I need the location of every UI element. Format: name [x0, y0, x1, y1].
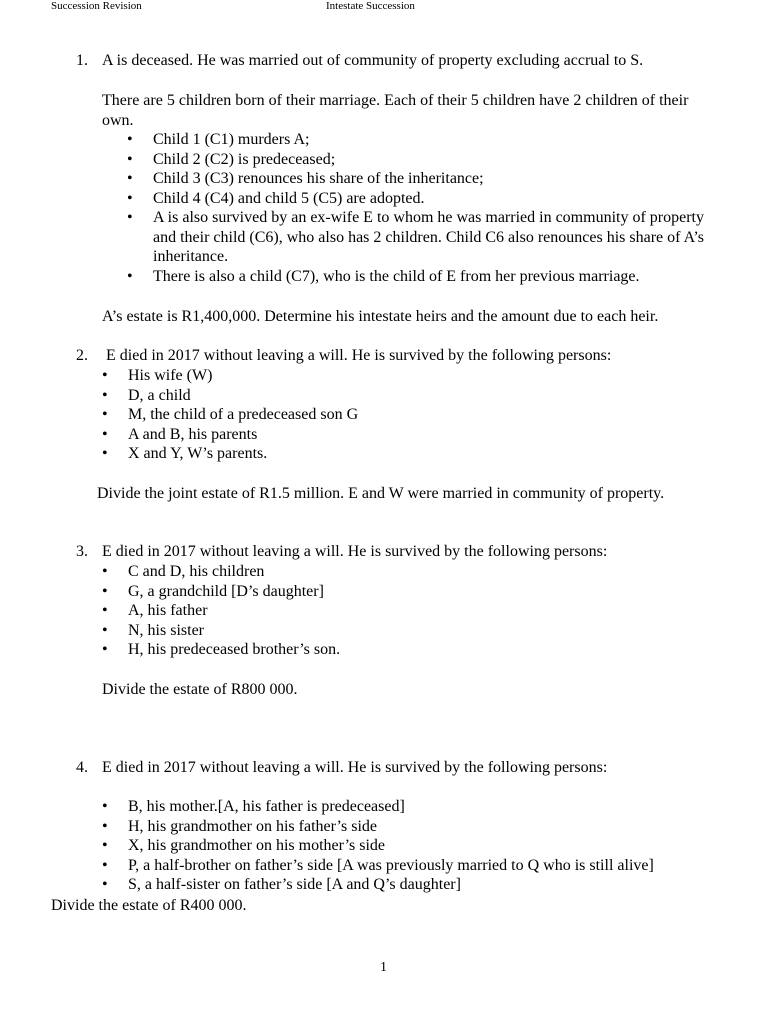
question-3-closing: Divide the estate of R800 000.	[102, 681, 298, 698]
question-4-closing: Divide the estate of R400 000.	[51, 897, 247, 914]
list-item: • C and D, his children	[102, 563, 265, 580]
bullet-icon: •	[127, 131, 133, 148]
bullet-icon: •	[102, 817, 108, 835]
question-1-closing: A’s estate is R1,400,000. Determine his intestate heirs and the amount due to each heir.	[102, 308, 659, 325]
bullet-icon: •	[102, 563, 108, 580]
bullet-icon: •	[127, 267, 133, 285]
list-item: • X, his grandmother on his mother’s side	[102, 837, 386, 854]
header-left: Succession Revision	[51, 0, 142, 12]
list-item: • B, his mother.[A, his father is predeceased]	[102, 798, 405, 815]
question-1-number: 1.	[76, 52, 88, 69]
list-item: • A and B, his parents	[102, 425, 258, 443]
bullet-icon: •	[102, 876, 108, 893]
question-2-bullet-list	[102, 366, 708, 464]
question-1-intro: A is deceased. He was married out of community of property excluding accrual to S.	[102, 52, 644, 69]
bullet-icon: •	[102, 837, 108, 854]
page-number: 1	[380, 960, 387, 975]
bullet-icon: •	[127, 150, 133, 168]
bullet-icon: •	[102, 386, 108, 404]
question-1-bullet-list	[127, 130, 713, 286]
question-2-intro: E died in 2017 without leaving a will. He is survived by the following persons:	[106, 347, 612, 364]
bullet-icon: •	[102, 641, 108, 658]
list-item: • A, his father	[102, 602, 208, 619]
question-3-intro: E died in 2017 without leaving a will. He is survived by the following persons:	[102, 543, 608, 560]
bullet-icon: •	[102, 406, 108, 423]
list-item: • H, his predeceased brother’s son.	[102, 641, 341, 658]
bullet-icon: •	[102, 582, 108, 600]
bullet-icon: •	[127, 209, 133, 226]
bullet-icon: •	[102, 798, 108, 815]
question-4-intro: E died in 2017 without leaving a will. He is survived by the following persons:	[102, 759, 608, 776]
question-2-closing: Divide the joint estate of R1.5 million. E and W were married in community of property.	[97, 485, 665, 502]
list-item: • Child 2 (C2) is predeceased;	[127, 150, 336, 168]
list-item: • Child 4 (C4) and child 5 (C5) are adopted.	[127, 189, 425, 207]
list-item: • G, a grandchild [D’s daughter]	[102, 582, 324, 600]
bullet-icon: •	[127, 170, 133, 187]
bullet-icon: •	[102, 367, 108, 384]
list-item: • N, his sister	[102, 621, 204, 639]
list-item: • D, a child	[102, 386, 191, 404]
bullet-icon: •	[102, 425, 108, 443]
question-4-number: 4.	[76, 759, 88, 776]
bullet-icon: •	[127, 189, 133, 207]
bullet-icon: •	[102, 602, 108, 619]
list-item: • P, a half-brother on father’s side [A was previously married to Q who is still alive]	[102, 856, 654, 874]
list-item: • S, a half-sister on father’s side [A and Q’s daughter]	[102, 876, 461, 893]
list-item: • Child 3 (C3) renounces his share of the inheritance;	[127, 170, 484, 187]
list-item: • A is also survived by an ex-wife E to whom he was married in community of property and their child (C6), who also has 2 children. Child C6 also renounces his share of A’s inheritance.	[127, 209, 705, 265]
header-center: Intestate Succession	[326, 0, 415, 12]
question-3-bullet-list	[102, 562, 708, 660]
question-1-children-paragraph: There are 5 children born of their marriage. Each of their 5 children have 2 children of their own.	[102, 92, 689, 129]
list-item: • There is also a child (C7), who is the child of E from her previous marriage.	[127, 267, 640, 285]
question-4-bullet-list	[102, 797, 728, 895]
list-item: • Child 1 (C1) murders A;	[127, 131, 310, 148]
bullet-icon: •	[102, 445, 108, 462]
list-item: • X and Y, W’s parents.	[102, 445, 268, 462]
list-item: • His wife (W)	[102, 367, 213, 384]
question-3-number: 3.	[76, 543, 88, 560]
list-item: • H, his grandmother on his father’s side	[102, 817, 377, 835]
list-item: • M, the child of a predeceased son G	[102, 406, 359, 423]
question-2-number: 2.	[76, 347, 88, 364]
bullet-icon: •	[102, 856, 108, 874]
bullet-icon: •	[102, 621, 108, 639]
